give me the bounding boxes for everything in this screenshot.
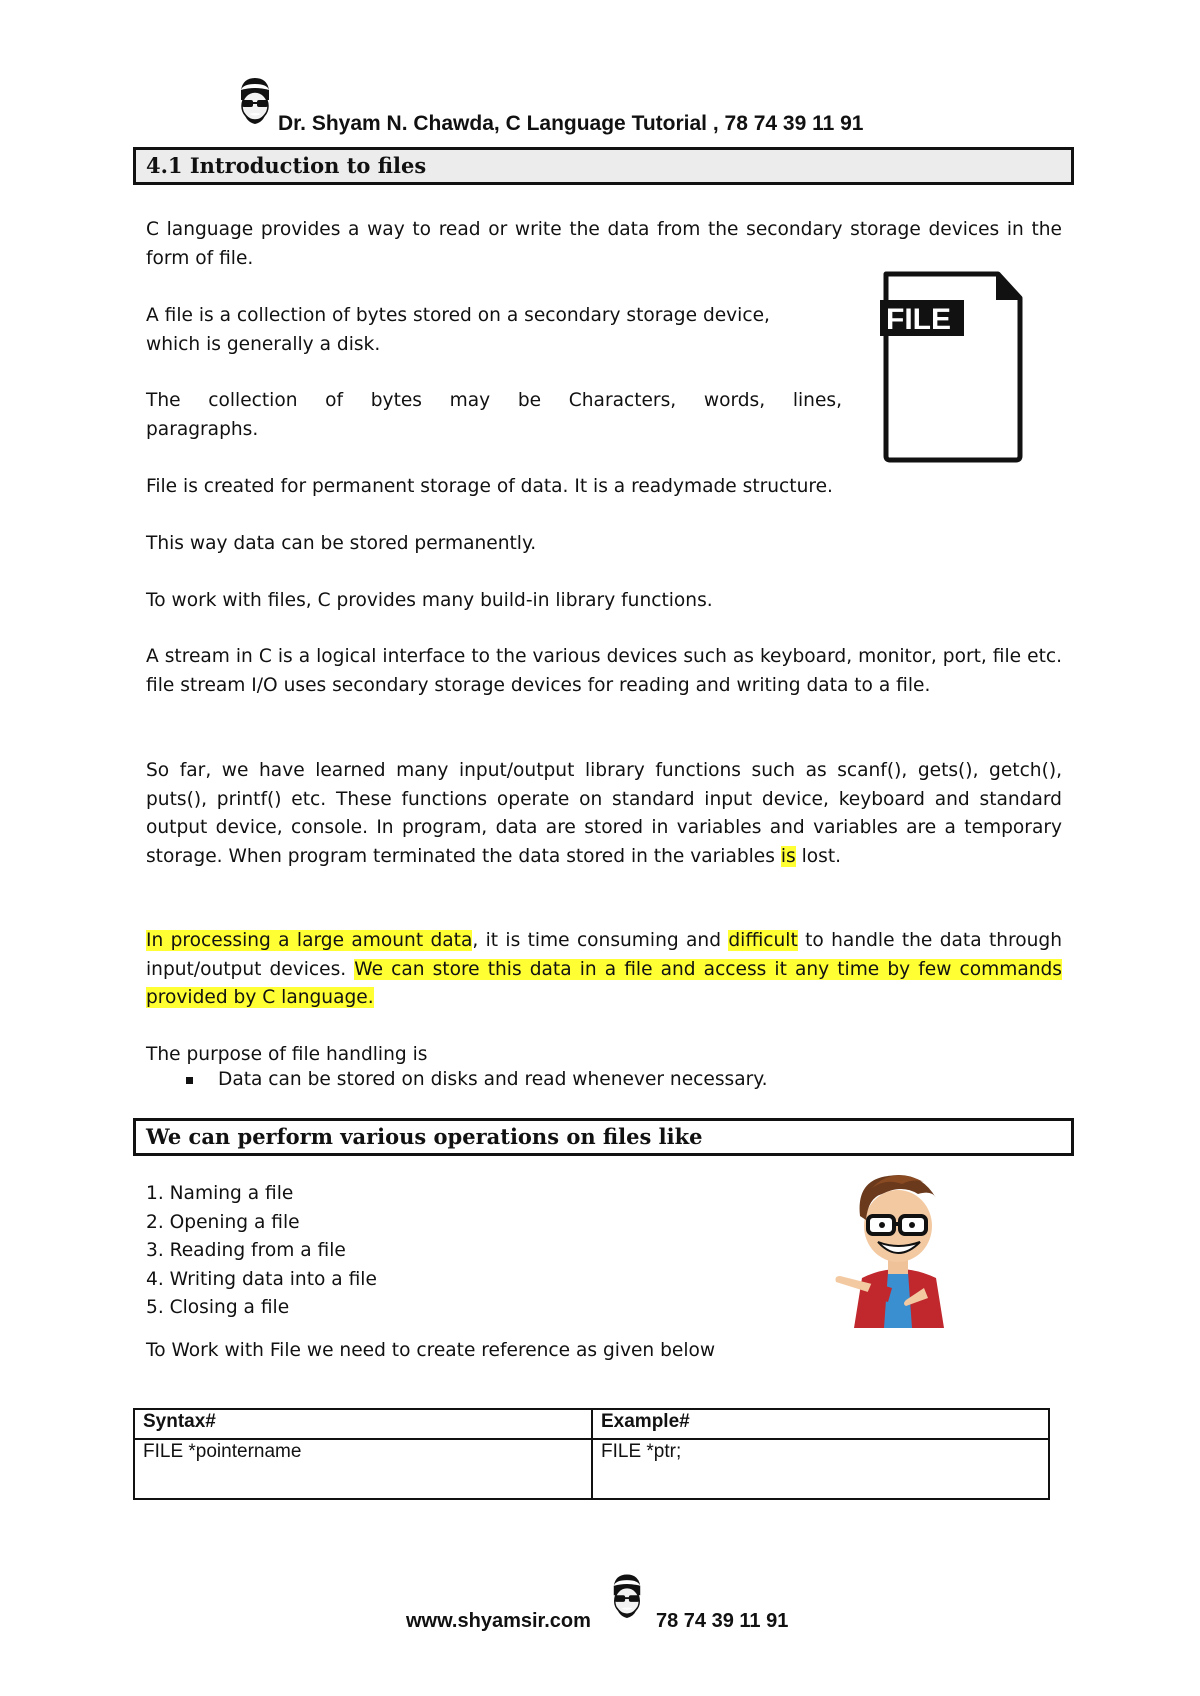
footer-phone: 78 74 39 11 91 bbox=[656, 1610, 789, 1632]
text-run: So far, we have learned many input/output library functions such as scanf(), gets(), getch(), puts(), printf() etc. These functions operate on standard input device, keyboard and standard output device, console. In program, data are stored in variables and variables are a temporary storage. When program terminated the data stored in the variables bbox=[146, 760, 1062, 867]
sunglasses-face-icon bbox=[237, 76, 273, 134]
paragraph-line: paragraphs. bbox=[146, 418, 259, 440]
page-header bbox=[0, 72, 1200, 142]
list-item: 2. Opening a file bbox=[146, 1211, 300, 1233]
paragraph-stored-permanently: This way data can be stored permanently. bbox=[146, 533, 537, 554]
highlighted-text: difficult bbox=[728, 930, 798, 951]
list-item: 4. Writing data into a file bbox=[146, 1268, 377, 1290]
file-icon-label: FILE bbox=[886, 303, 951, 336]
text-run: lost. bbox=[795, 845, 842, 867]
table-cell-syntax: FILE *pointername bbox=[134, 1439, 592, 1499]
table-cell-example: FILE *ptr; bbox=[592, 1439, 1049, 1499]
purpose-intro: The purpose of file handling is bbox=[146, 1044, 428, 1065]
list-item: 5. Closing a file bbox=[146, 1297, 290, 1318]
footer-website: www.shyamsir.com bbox=[406, 1610, 591, 1632]
paragraph-large-data bbox=[146, 927, 1062, 1013]
list-item: 1. Naming a file bbox=[146, 1183, 294, 1204]
table-header-row bbox=[134, 1409, 1049, 1439]
paragraph-line: which is generally a disk. bbox=[146, 333, 381, 355]
list-item: 3. Reading from a file bbox=[146, 1240, 346, 1261]
syntax-table bbox=[133, 1408, 1050, 1500]
paragraph-stream: A stream in C is a logical interface to the various devices such as keyboard, monitor, port, file etc. file stream I/O uses secondary storage devices for reading and writing data to a file. bbox=[146, 646, 1062, 696]
paragraph-intro: C language provides a way to read or write the data from the secondary storage devices in the form of file. bbox=[146, 219, 1062, 269]
paragraph-file-definition bbox=[146, 302, 842, 359]
paragraph-line: A file is a collection of bytes stored on a secondary storage device, bbox=[146, 305, 770, 326]
table-header-example: Example# bbox=[592, 1409, 1049, 1439]
highlighted-text: is bbox=[780, 845, 796, 867]
paragraph-library-functions: To work with files, C provides many build-in library functions. bbox=[146, 590, 713, 611]
paragraph-line: The collection of bytes may be Characters, words, lines, bbox=[146, 390, 842, 411]
operations-list bbox=[146, 1180, 377, 1323]
section-heading-intro: 4.1 Introduction to files bbox=[133, 147, 1074, 185]
cartoon-character-icon bbox=[832, 1168, 964, 1328]
text-run: to handle the data through input/output devices. bbox=[146, 930, 1062, 980]
paragraph-permanent-storage: File is created for permanent storage of data. It is a readymade structure. bbox=[146, 476, 833, 497]
bullet-text: Data can be stored on disks and read whenever necessary. bbox=[218, 1069, 768, 1090]
paragraph-io-functions bbox=[146, 757, 1062, 871]
file-document-icon bbox=[880, 268, 1026, 464]
highlighted-text: In processing a large amount data bbox=[146, 930, 473, 951]
sunglasses-face-icon bbox=[610, 1572, 644, 1628]
bullet-icon bbox=[186, 1077, 193, 1084]
paragraph-bytes bbox=[146, 387, 842, 444]
header-title: Dr. Shyam N. Chawda, C Language Tutorial , 78 74 39 11 91 bbox=[278, 112, 864, 135]
table-header-syntax: Syntax# bbox=[134, 1409, 592, 1439]
highlighted-text: We can store this data in a file and access it any time by few commands provided by C language. bbox=[146, 958, 1062, 1008]
page-footer bbox=[0, 1562, 1200, 1652]
section-heading-operations: We can perform various operations on files like bbox=[133, 1118, 1074, 1156]
table-row bbox=[134, 1439, 1049, 1499]
text-run: , it is time consuming and bbox=[472, 930, 729, 951]
paragraph-reference: To Work with File we need to create reference as given below bbox=[146, 1340, 716, 1361]
